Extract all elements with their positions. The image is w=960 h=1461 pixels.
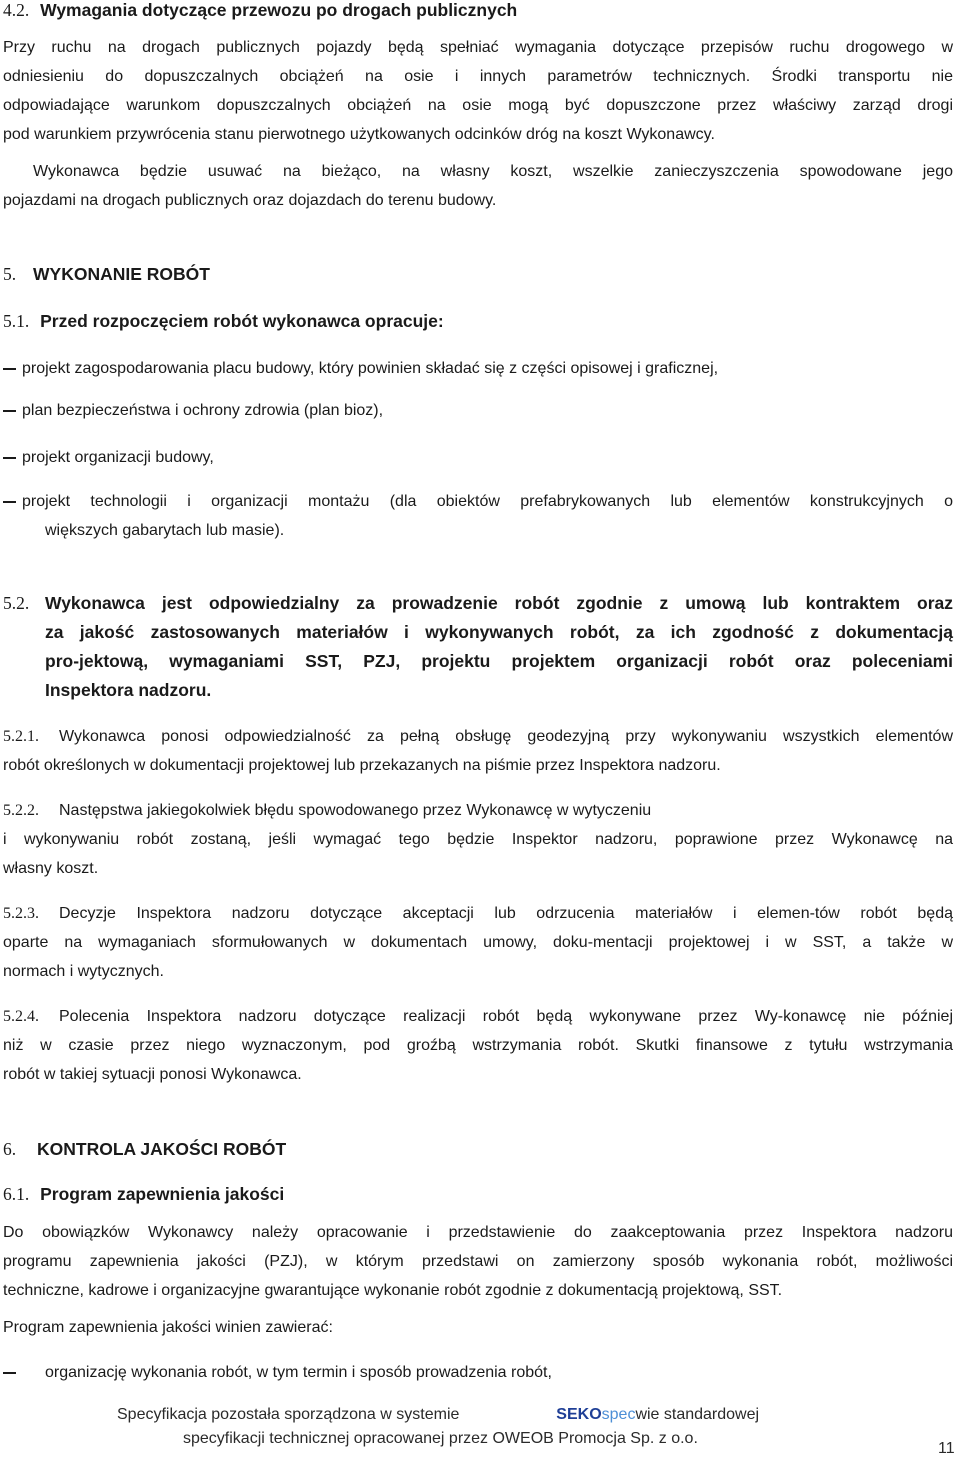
- section-number: 6.1.: [3, 1184, 30, 1204]
- footer-text: wie standardowej: [635, 1406, 760, 1423]
- paragraph-line: Program zapewnienia jakości winien zawierać:: [3, 1319, 333, 1336]
- page-number: 11: [938, 1440, 955, 1457]
- list-item-text: organizację wykonania robót, w tym termin i sposób prowadzenia robót,: [45, 1364, 552, 1381]
- dash-bullet: [3, 410, 16, 412]
- section-title: Przed rozpoczęciem robót wykonawca opracuje:: [40, 311, 444, 331]
- dash-bullet: [3, 368, 16, 370]
- section-number: 5.2.2.: [3, 802, 39, 819]
- paragraph-line: Wykonawca ponosi odpowiedzialność za pełną obsługę geodezyjną przy wykonywaniu wszystkich elementów: [59, 728, 953, 745]
- footer-line-1: [117, 1406, 759, 1424]
- list-item: [3, 396, 953, 425]
- paragraph-line: odniesieniu do dopuszczalnych obciążeń na osie i innych parametrów technicznych. Środki transportu nie: [3, 68, 953, 85]
- paragraph-line: niż w czasie przez niego wyznaczonym, pod groźbą wstrzymania robót. Skutki finansowe z tytułu wstrzymania: [3, 1037, 953, 1054]
- footer-text: Specyfikacja pozostała sporządzona w systemie: [117, 1406, 460, 1423]
- paragraph-line: normach i wytycznych.: [3, 963, 164, 980]
- bold-paragraph-line: za jakość zastosowanych materiałów i wykonywanych robót, za ich zgodność z dokumentacją: [45, 622, 953, 642]
- list-item: [3, 443, 953, 472]
- list-item-text: projekt technologii i organizacji montażu (dla obiektów prefabrykowanych lub elementów konstrukcyjnych o: [22, 493, 953, 510]
- paragraph-line: oparte na wymaganiach sformułowanych w dokumentach umowy, doku-mentacji projektowej i w SST, a także w: [3, 934, 953, 951]
- brand-logo-seko: SEKO: [556, 1406, 602, 1423]
- bold-paragraph-line: Wykonawca jest odpowiedzialny za prowadzenie robót zgodnie z umową lub kontraktem oraz: [45, 593, 953, 613]
- list-item: [3, 354, 953, 383]
- list-item-text: projekt organizacji budowy,: [22, 449, 214, 466]
- paragraph-line: własny koszt.: [3, 860, 99, 877]
- section-title: Wymagania dotyczące przewozu po drogach publicznych: [40, 0, 518, 20]
- section-6-heading: [3, 1137, 286, 1161]
- section-number: 5.: [3, 264, 17, 284]
- list-item-text: projekt zagospodarowania placu budowy, który powinien składać się z części opisowej i graficznej,: [22, 360, 719, 377]
- paragraph-line: techniczne, kadrowe i organizacyjne gwarantujące wykonanie robót zgodnie z dokumentacją projektową, SST.: [3, 1282, 783, 1299]
- section-number: 5.2.: [3, 593, 30, 613]
- paragraph-line: pod warunkiem przywrócenia stanu pierwotnego użytkowanych odcinków dróg na koszt Wykonawcy.: [3, 126, 715, 143]
- paragraph-line: Wykonawca będzie usuwać na bieżąco, na własny koszt, wszelkie zanieczyszczenia spowodowane jego: [33, 163, 953, 180]
- section-title: WYKONANIE ROBÓT: [33, 264, 210, 284]
- paragraph-line: Przy ruchu na drogach publicznych pojazdy będą spełniać wymagania dotyczące przepisów ruchu drogowego w: [3, 39, 953, 56]
- paragraph-line: odpowiadające warunkom dopuszczalnych obciążeń na osie mogą być dopuszczone przez właściwy zarząd drogi: [3, 97, 953, 114]
- dash-bullet: [3, 1372, 16, 1374]
- section-number: 5.2.4.: [3, 1008, 39, 1025]
- brand-logo-spec: spec: [601, 1406, 636, 1423]
- paragraph-line: Następstwa jakiegokolwiek błędu spowodowanego przez Wykonawcę w wytyczeniu: [59, 802, 652, 819]
- section-5-heading: [3, 262, 210, 286]
- section-6-1-heading: [3, 1182, 284, 1206]
- section-number: 6.: [3, 1139, 17, 1159]
- paragraph-line: i wykonywaniu robót zostaną, jeśli wymagać tego będzie Inspektor nadzoru, poprawione przez Wykonawcę na: [3, 831, 953, 848]
- bold-paragraph-line: Inspektora nadzoru.: [45, 680, 212, 700]
- paragraph-line: robót w takiej sytuacji ponosi Wykonawca.: [3, 1066, 302, 1083]
- section-number: 5.2.3.: [3, 905, 39, 922]
- bold-paragraph-line: pro-jektową, wymaganiami SST, PZJ, projektu projektem organizacji robót oraz poleceniami: [45, 651, 953, 671]
- section-5-1-heading: [3, 309, 444, 333]
- list-item-text: większych gabarytach lub masie).: [45, 522, 285, 539]
- section-number: 4.2.: [3, 0, 30, 20]
- dash-bullet: [3, 457, 16, 459]
- paragraph-line: programu zapewnienia jakości (PZJ), w którym przedstawi on zamierzony sposób wykonania robót, możliwości: [3, 1253, 953, 1270]
- list-item-text: plan bezpieczeństwa i ochrony zdrowia (plan bioz),: [22, 402, 384, 419]
- section-number: 5.2.1.: [3, 728, 39, 745]
- paragraph-line: Decyzje Inspektora nadzoru dotyczące akceptacji lub odrzucenia materiałów i elemen-tów robót będą: [59, 905, 953, 922]
- paragraph-line: Do obowiązków Wykonawcy należy opracowanie i przedstawienie do zaakceptowania przez Inspektora nadzoru: [3, 1224, 953, 1241]
- list-item: [3, 487, 953, 545]
- paragraph-line: robót określonych w dokumentacji projektowej lub przekazanych na piśmie przez Inspektora nadzoru.: [3, 757, 721, 774]
- section-title: Program zapewnienia jakości: [40, 1184, 285, 1204]
- dash-bullet: [3, 501, 16, 503]
- section-title: KONTROLA JAKOŚCI ROBÓT: [37, 1139, 287, 1159]
- paragraph-line: Polecenia Inspektora nadzoru dotyczące realizacji robót będą wykonywane przez Wy-konawcę nie później: [59, 1008, 953, 1025]
- footer-line-2: specyfikacji technicznej opracowanej przez OWEOB Promocja Sp. z o.o.: [183, 1430, 698, 1447]
- list-item: [3, 1358, 953, 1387]
- section-4-2-heading: [3, 0, 517, 22]
- section-number: 5.1.: [3, 311, 30, 331]
- paragraph-line: pojazdami na drogach publicznych oraz dojazdach do terenu budowy.: [3, 192, 497, 209]
